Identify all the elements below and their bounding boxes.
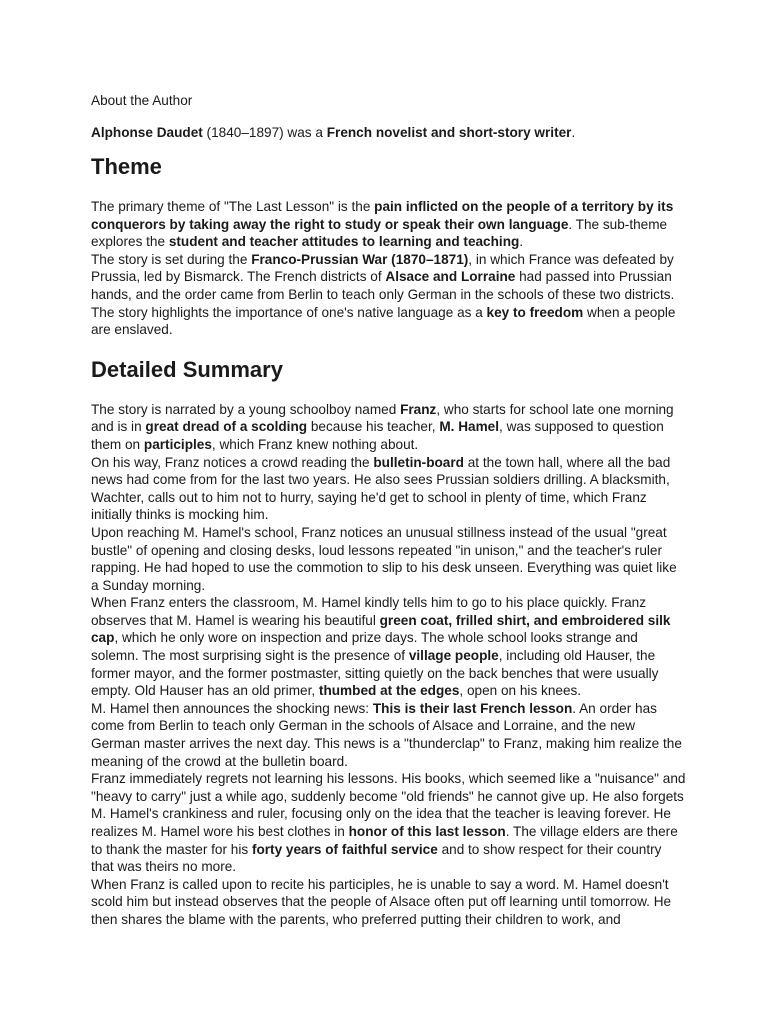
- text-run: , which he only wore on inspection and prize days. The whole school looks strange and solemn. The most surprising sight is the presence of: [91, 630, 638, 664]
- bold-text-run: M. Hamel: [439, 419, 500, 435]
- text-run: . The village elders are there to thank the master for his: [91, 824, 678, 857]
- bold-text-run: forty years of faithful service: [251, 841, 438, 857]
- text-run: , open on his knees.: [459, 683, 582, 699]
- bold-text-run: This is their last French lesson: [372, 700, 573, 716]
- summary-paragraph: [91, 454, 687, 524]
- about-author-label: About the Author: [91, 93, 193, 108]
- text-run: The story is set during the: [91, 251, 252, 267]
- text-run: . An order has come from Berlin to teach only German in the schools of Alsace and Lorraine, and the new German master arrives the next day. This news is a "thunderclap" to Franz, making him realize the meaning of the crowd at the bulletin board.: [91, 700, 682, 769]
- bold-text-run: green coat, frilled shirt, and embroidered silk cap: [91, 612, 671, 646]
- bold-text-run: bulletin-board: [373, 454, 464, 470]
- summary-body: [91, 401, 687, 929]
- text-run: , who starts for school late one morning and is in: [91, 401, 674, 435]
- text-run: and to show respect for their country that was theirs no more.: [91, 841, 662, 875]
- summary-paragraph: [91, 524, 687, 594]
- summary-paragraph: [91, 401, 687, 454]
- text-run: .: [519, 234, 524, 250]
- bold-text-run: Franco-Prussian War (1870–1871): [251, 251, 469, 267]
- summary-paragraph: [91, 700, 687, 770]
- bold-text-run: participles: [143, 436, 212, 452]
- bold-text-run: Alphonse Daudet: [91, 125, 203, 140]
- text-run: The primary theme of "The Last Lesson" is the: [91, 199, 375, 214]
- summary-paragraph: [91, 594, 687, 700]
- text-run: had passed into Prussian hands, and the order came from Berlin to teach only German in the schools of these two districts. The story highlights the importance of one's native language as a: [91, 269, 675, 320]
- text-run: . The sub-theme explores the: [91, 216, 668, 250]
- text-run: Upon reaching M. Hamel's school, Franz notices an unusual stillness instead of the usual "great bustle" of opening and closing desks, loud lessons repeated "in unison," and the teacher's ruler rapping. He had hoped to use the commotion to slip to his desk unseen. Everything was quiet like a Sunday morning.: [91, 524, 677, 593]
- theme-body: [91, 198, 687, 339]
- text-run: at the town hall, where all the bad news had come from for the last two years. He also sees Prussian soldiers drilling. A blacksmith, Wachter, calls out to him not to hurry, saying he'd get to school in plenty of time, which Franz initially thinks is mocking him.: [91, 454, 671, 523]
- summary-heading: Detailed Summary: [91, 356, 283, 382]
- text-run: when a people are enslaved.: [91, 304, 676, 338]
- bold-text-run: pain inflicted on the people of a territory by its conquerors by taking away the right to study or speak their own language: [91, 199, 674, 232]
- text-run: because his teacher,: [307, 419, 440, 435]
- theme-paragraph: [91, 198, 687, 251]
- summary-paragraph: [91, 770, 687, 876]
- text-run: .: [571, 125, 576, 140]
- bold-text-run: student and teacher attitudes to learning and teaching: [168, 234, 520, 250]
- summary-paragraph: [91, 876, 687, 929]
- theme-paragraph: [91, 251, 687, 339]
- text-run: , in which France was defeated by Prussia, led by Bismarck. The French districts of: [91, 251, 674, 285]
- author-line: [91, 124, 687, 142]
- text-run: When Franz is called upon to recite his participles, he is unable to say a word. M. Hamel doesn't scold him but instead observes that the people of Alsace often put off learning until tomorrow. He then shares the blame with the parents, who preferred putting their children to work, and: [91, 876, 672, 927]
- text-run: (1840–1897) was a: [202, 125, 327, 140]
- text-run: When Franz enters the classroom, M. Hamel kindly tells him to go to his place quickly. Franz observes that M. Hamel is wearing his beautiful: [91, 595, 647, 628]
- bold-text-run: Alsace and Lorraine: [385, 269, 516, 285]
- document-content: [91, 92, 687, 929]
- bold-text-run: honor of this last lesson: [348, 824, 506, 839]
- text-run: M. Hamel then announces the shocking news:: [91, 700, 373, 716]
- text-run: , including old Hauser, the former mayor, and the former postmaster, sitting quietly on the back benches that were usually empty. Old Hauser has an old primer,: [91, 648, 659, 699]
- text-run: , which Franz knew nothing about.: [211, 436, 419, 452]
- bold-text-run: Franz: [400, 401, 437, 417]
- text-run: , was supposed to question them on: [91, 419, 664, 452]
- text-run: On his way, Franz notices a crowd reading the: [91, 454, 374, 470]
- bold-text-run: great dread of a scolding: [145, 419, 308, 435]
- bold-text-run: key to freedom: [486, 304, 584, 320]
- text-run: The story is narrated by a young schoolboy named: [91, 401, 401, 417]
- bold-text-run: thumbed at the edges: [318, 683, 460, 699]
- bold-text-run: village people: [408, 648, 499, 664]
- bold-text-run: French novelist and short-story writer: [326, 125, 572, 140]
- text-run: Franz immediately regrets not learning his lessons. His books, which seemed like a "nuisance" and "heavy to carry" just a while ago, suddenly become "old friends" he cannot give up. He also forgets M. Hamel's crankiness and ruler, focusing only on the idea that the teacher is leaving forever. He realizes M. Hamel wore his best clothes in: [91, 771, 686, 839]
- theme-heading: Theme: [91, 154, 162, 179]
